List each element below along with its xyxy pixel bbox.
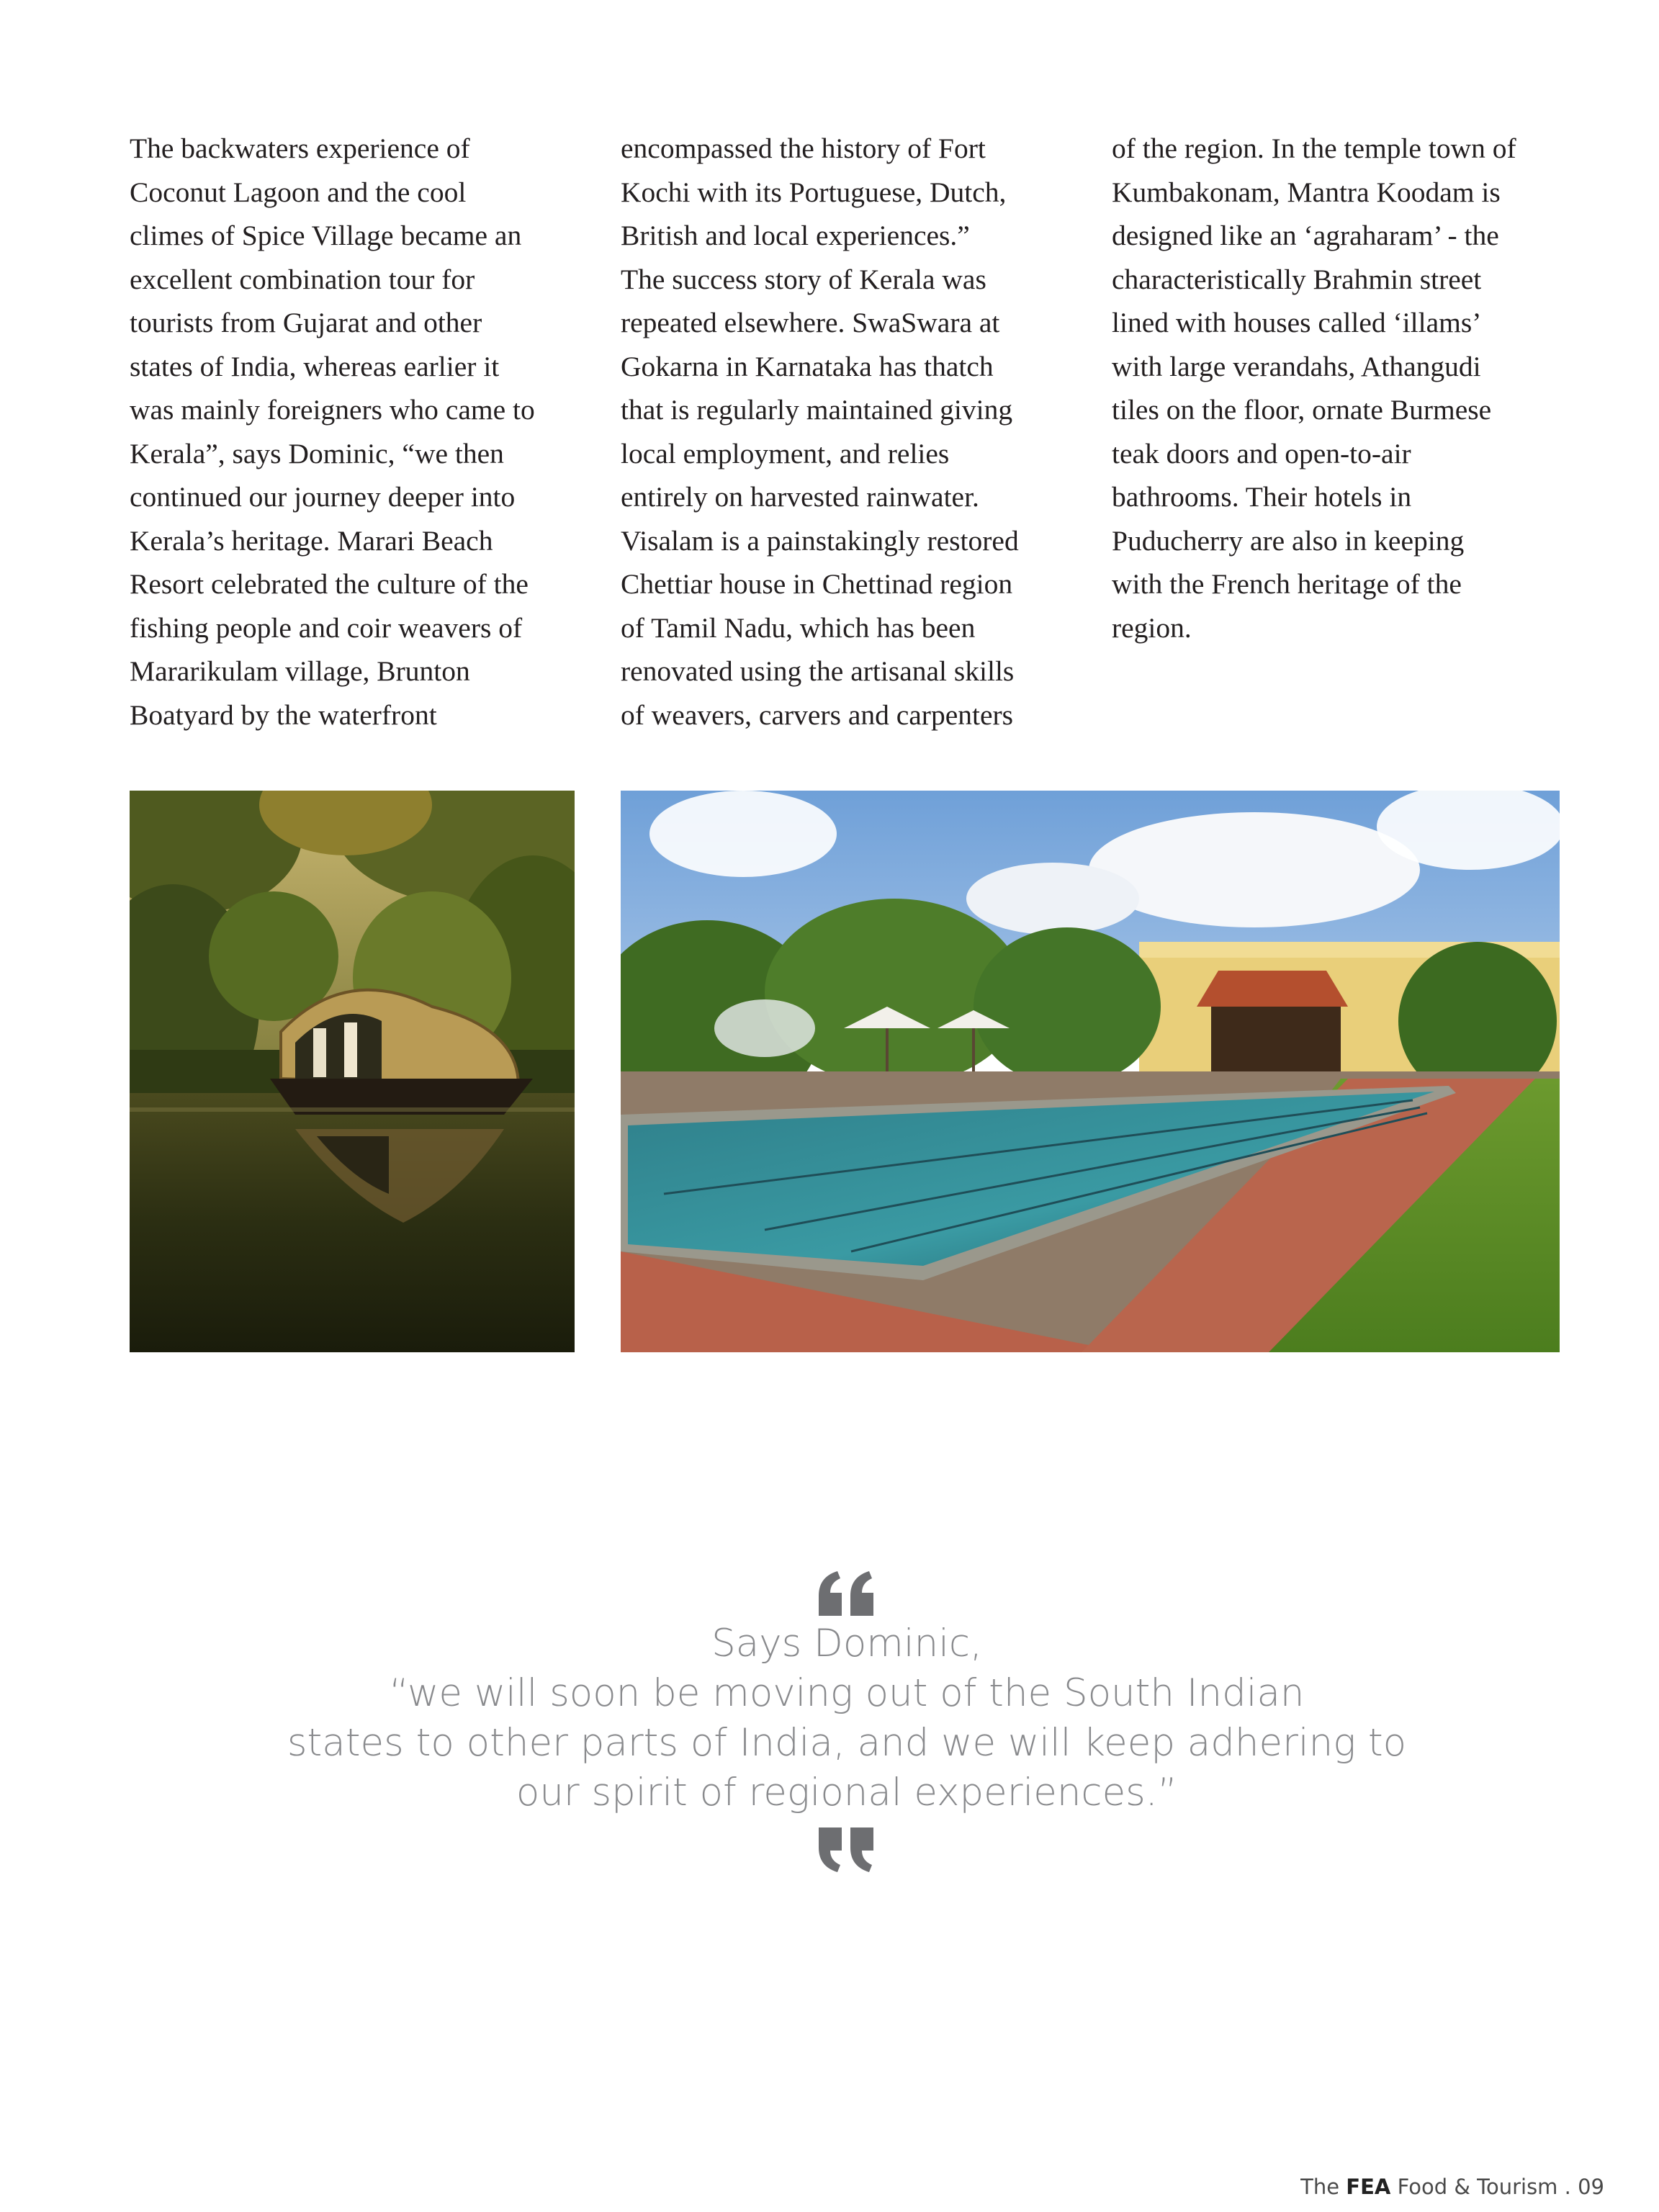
column-line: Boatyard by the waterfront bbox=[130, 698, 437, 731]
column-line: British and local experiences.” bbox=[621, 220, 970, 251]
pull-quote bbox=[0, 1570, 1659, 1874]
column-line: Resort celebrated the culture of the bbox=[130, 568, 529, 600]
page-footer bbox=[1300, 2175, 1604, 2199]
column-line: The backwaters experience of bbox=[130, 132, 470, 164]
article-column-3 bbox=[1112, 127, 1573, 649]
column-line: of the region. In the temple town of bbox=[1112, 132, 1516, 164]
column-line: was mainly foreigners who came to bbox=[130, 394, 535, 426]
quote-line: states to other parts of India, and we will keep adhering to bbox=[287, 1721, 1407, 1765]
houseboat-photo bbox=[130, 791, 575, 1352]
article-column-2 bbox=[621, 127, 1067, 737]
column-line: of weavers, carvers and carpenters bbox=[621, 698, 1014, 731]
quote-line: Says Dominic, bbox=[711, 1622, 982, 1665]
column-line: teak doors and open-to-air bbox=[1112, 437, 1411, 469]
column-line: characteristically Brahmin street bbox=[1112, 263, 1482, 295]
article-column-1 bbox=[130, 127, 576, 737]
footer-prefix: The bbox=[1300, 2175, 1340, 2199]
column-line: excellent combination tour for bbox=[130, 263, 475, 295]
column-line: Mararikulam village, Brunton bbox=[130, 655, 470, 687]
quote-line: our spirit of regional experiences.” bbox=[516, 1771, 1178, 1815]
column-line: fishing people and coir weavers of bbox=[130, 611, 523, 644]
footer-page-label: Food & Tourism . 09 bbox=[1397, 2175, 1604, 2199]
column-line: Kerala”, says Dominic, “we then bbox=[130, 437, 504, 469]
column-line: local employment, and relies bbox=[621, 437, 950, 469]
column-line: encompassed the history of Fort bbox=[621, 132, 986, 164]
column-line: Coconut Lagoon and the cool bbox=[130, 176, 467, 208]
column-line: bathrooms. Their hotels in bbox=[1112, 481, 1412, 513]
column-line: of Tamil Nadu, which has been bbox=[621, 611, 976, 644]
column-line: tourists from Gujarat and other bbox=[130, 307, 482, 338]
pool-illustration bbox=[621, 791, 1560, 1352]
column-line: climes of Spice Village became an bbox=[130, 220, 522, 251]
column-line: with large verandahs, Athangudi bbox=[1112, 350, 1481, 382]
column-line: entirely on harvested rainwater. bbox=[621, 481, 979, 513]
column-line: repeated elsewhere. SwaSwara at bbox=[621, 307, 1000, 338]
column-line: renovated using the artisanal skills bbox=[621, 655, 1015, 687]
column-line: Puducherry are also in keeping bbox=[1112, 524, 1465, 557]
column-line: Visalam is a painstakingly restored bbox=[621, 524, 1019, 557]
column-line: tiles on the floor, ornate Burmese bbox=[1112, 394, 1492, 426]
column-line: Kumbakonam, Mantra Koodam is bbox=[1112, 176, 1501, 208]
quote-line: “we will soon be moving out of the South Indian bbox=[389, 1671, 1305, 1715]
column-line: Kochi with its Portuguese, Dutch, bbox=[621, 176, 1007, 208]
houseboat-illustration bbox=[130, 791, 575, 1352]
column-line: states of India, whereas earlier it bbox=[130, 350, 500, 382]
column-line: with the French heritage of the bbox=[1112, 568, 1462, 600]
column-line: Kerala’s heritage. Marari Beach bbox=[130, 524, 493, 557]
column-line: region. bbox=[1112, 611, 1192, 644]
column-line: continued our journey deeper into bbox=[130, 481, 516, 513]
quote-close-icon bbox=[816, 1827, 878, 1874]
footer-brand: FEA bbox=[1346, 2175, 1391, 2199]
column-line: lined with houses called ‘illams’ bbox=[1112, 307, 1482, 338]
column-line: designed like an ‘agraharam’ - the bbox=[1112, 220, 1499, 251]
quote-open-icon bbox=[816, 1570, 878, 1616]
column-line: Chettiar house in Chettinad region bbox=[621, 568, 1013, 600]
column-line: that is regularly maintained giving bbox=[621, 394, 1013, 426]
column-line: Gokarna in Karnataka has thatch bbox=[621, 350, 994, 382]
column-line: The success story of Kerala was bbox=[621, 263, 986, 295]
heritage-pool-photo bbox=[621, 791, 1560, 1352]
